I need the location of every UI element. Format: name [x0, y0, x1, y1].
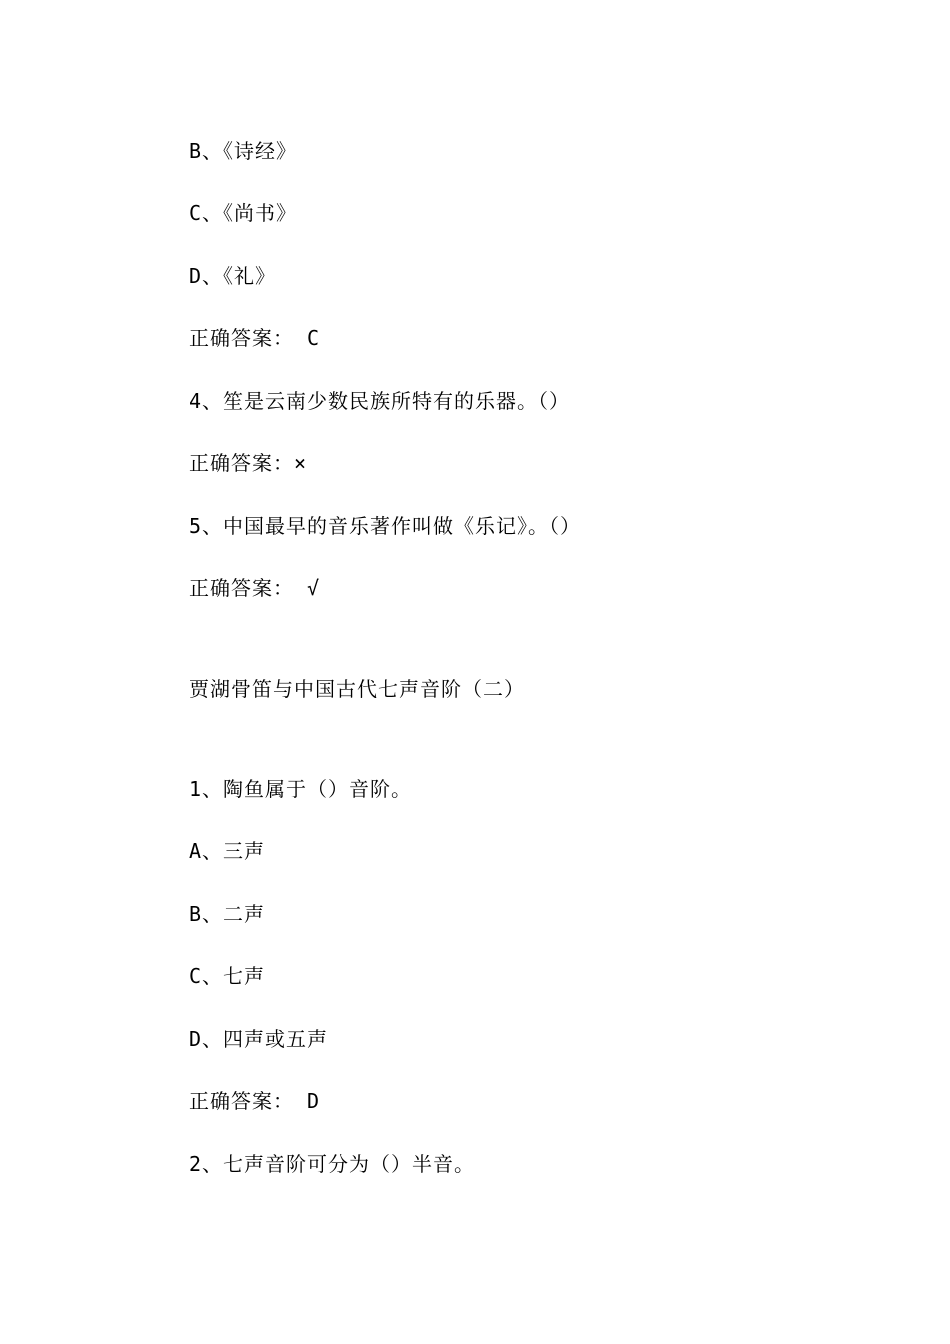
option-b: B、二声 — [189, 902, 266, 926]
option-d: D、四声或五声 — [189, 1027, 329, 1051]
question-5: 5、中国最早的音乐著作叫做《乐记》。（） — [189, 514, 582, 538]
option-d: D、《礼》 — [189, 264, 277, 288]
option-c: C、七声 — [189, 964, 266, 988]
section-title: 贾湖骨笛与中国古代七声音阶（二） — [189, 677, 525, 701]
option-b: B、《诗经》 — [189, 139, 298, 163]
option-c: C、《尚书》 — [189, 201, 298, 225]
answer-4: 正确答案：× — [189, 451, 308, 475]
answer-1: 正确答案： D — [189, 1089, 321, 1113]
answer-3: 正确答案： C — [189, 326, 321, 350]
option-a: A、三声 — [189, 839, 266, 863]
question-2: 2、七声音阶可分为（）半音。 — [189, 1152, 476, 1176]
question-1: 1、陶鱼属于（）音阶。 — [189, 777, 413, 801]
question-4: 4、笙是云南少数民族所特有的乐器。（） — [189, 389, 571, 413]
answer-5: 正确答案： √ — [189, 576, 321, 600]
